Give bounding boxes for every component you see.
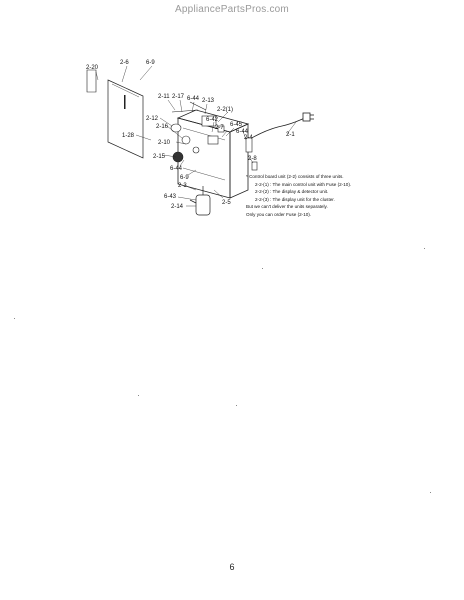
scan-speck <box>424 248 425 249</box>
callout-label: 2-1 <box>286 132 295 138</box>
callout-label: 6-43 <box>164 194 177 200</box>
callout-label: 2-8 <box>248 156 257 162</box>
note-line: * Control board unit (2-2) consists of three units. <box>246 174 344 179</box>
callout-label: 2-5 <box>222 200 231 206</box>
scan-speck <box>262 268 263 269</box>
callout-label: 2-14 <box>171 204 184 210</box>
scan-speck <box>236 405 237 406</box>
callout-label: 2-7 <box>215 125 224 131</box>
callout-label: 2-17 <box>172 94 185 100</box>
callout-label: 2-3 <box>178 183 187 189</box>
callout-label: 2-20 <box>86 65 99 71</box>
power-cord <box>248 113 314 140</box>
callout-label: 2-16 <box>156 124 169 130</box>
callout-label: 6-44 <box>236 129 249 135</box>
control-board-note <box>246 173 351 219</box>
callout-label: 2-12 <box>146 116 159 122</box>
callout-label: 6-9 <box>146 60 155 66</box>
page-number: 6 <box>229 562 235 572</box>
scan-speck <box>138 395 139 396</box>
callout-label: 6-9 <box>180 175 189 181</box>
callout-label: 2-4 <box>244 135 253 141</box>
site-header: AppliancePartsPros.com <box>175 4 289 15</box>
note-line: 2-2-(2) : The display & detector unit. <box>255 189 329 195</box>
scan-speck <box>14 318 15 319</box>
callout-label: 6-44 <box>187 96 200 102</box>
callout-label: 2-10 <box>158 140 171 146</box>
callout-label: 6-45 <box>230 122 243 128</box>
callout-label: 2-15 <box>153 154 166 160</box>
side-strip <box>87 70 96 92</box>
callout-label: 2-11 <box>158 94 170 100</box>
note-line: But we can't deliver the units separately. <box>246 204 328 210</box>
note-line: 2-2-(3) : The display unit for the cluster. <box>255 196 335 202</box>
callout-label: 6-42 <box>206 117 219 123</box>
callout-label: 2-13 <box>202 98 215 104</box>
lower-capacitor <box>190 186 210 215</box>
note-line: 2-2-(1) : The main control unit with Fuse (2-10). <box>255 181 352 187</box>
scan-speck <box>430 492 431 493</box>
callout-label: 6-44 <box>170 166 183 172</box>
door-panel <box>108 80 143 158</box>
callout-label: 2-2(1) <box>217 107 234 113</box>
callout-label: 1-28 <box>122 133 135 139</box>
note-line: Only you can order Fuse (2-10). <box>246 211 312 217</box>
callout-label: 2-6 <box>120 60 129 66</box>
